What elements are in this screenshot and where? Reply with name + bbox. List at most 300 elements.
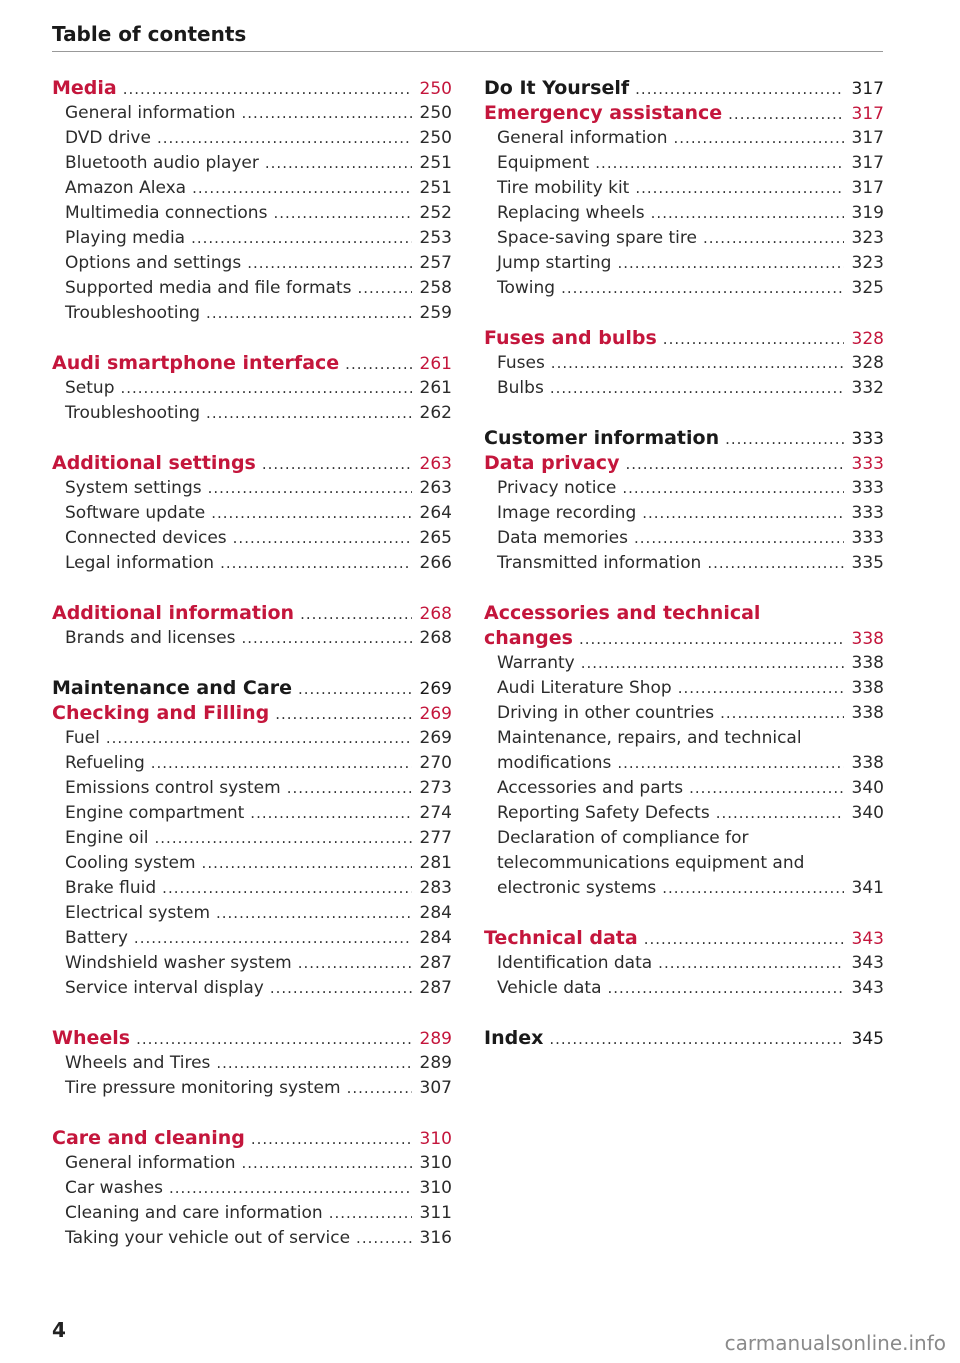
toc-entry-title: Legal information <box>65 553 215 573</box>
toc-entry-title: Fuses and bulbs <box>484 327 657 349</box>
toc-page-number: 251 <box>419 178 452 198</box>
toc-page-number: 252 <box>419 203 452 223</box>
toc-spacer <box>52 576 452 601</box>
toc-dot-leader <box>356 1226 412 1251</box>
toc-dot-leader <box>716 801 844 826</box>
toc-entry-title: Tire mobility kit <box>497 178 630 198</box>
toc-page-number: 269 <box>419 704 452 724</box>
toc-section-entry[interactable] <box>484 1026 884 1051</box>
toc-dot-leader <box>298 951 412 976</box>
toc-dot-leader <box>663 327 844 352</box>
toc-entry-title: Engine oil <box>65 828 149 848</box>
toc-dot-leader <box>642 501 844 526</box>
toc-dot-leader <box>625 452 844 477</box>
toc-entry-title: Media <box>52 77 117 99</box>
toc-page-number: 319 <box>851 203 884 223</box>
toc-subentry[interactable] <box>52 526 452 551</box>
toc-subentry[interactable] <box>52 376 452 401</box>
toc-dot-leader <box>273 201 412 226</box>
toc-dot-leader <box>120 376 412 401</box>
toc-page-number: 317 <box>851 104 884 124</box>
toc-page-number: 259 <box>419 303 452 323</box>
toc-subentry[interactable] <box>52 251 452 276</box>
toc-entry-title: Software update <box>65 503 206 523</box>
toc-entry-title: Data privacy <box>484 452 620 474</box>
toc-entry-title: Bulbs <box>497 378 544 398</box>
toc-entry-title: Amazon Alexa <box>65 178 187 198</box>
toc-subentry[interactable] <box>484 726 884 751</box>
toc-page-number: 284 <box>419 928 452 948</box>
toc-spacer <box>484 576 884 601</box>
toc-page-number: 343 <box>851 953 884 973</box>
toc-subentry[interactable] <box>484 151 884 176</box>
toc-dot-leader <box>220 551 412 576</box>
toc-column-left <box>52 76 452 1251</box>
toc-subentry[interactable] <box>52 126 452 151</box>
toc-section-entry[interactable] <box>484 451 884 476</box>
toc-subentry[interactable] <box>484 251 884 276</box>
toc-entry-title: Index <box>484 1027 544 1049</box>
toc-page-number: 328 <box>851 353 884 373</box>
toc-dot-leader <box>298 677 412 702</box>
watermark: carmanualsonline.info <box>724 1331 946 1355</box>
toc-subentry[interactable] <box>484 351 884 376</box>
toc-page-number: 343 <box>851 929 884 949</box>
toc-entry-title: Equipment <box>497 153 590 173</box>
toc-page-number: 263 <box>419 478 452 498</box>
toc-subentry[interactable] <box>484 801 884 826</box>
toc-section-entry[interactable] <box>484 101 884 126</box>
toc-dot-leader <box>216 1051 412 1076</box>
toc-page-number: 251 <box>419 153 452 173</box>
toc-dot-leader <box>157 126 412 151</box>
toc-entry-title: Playing media <box>65 228 186 248</box>
toc-entry-title: Options and settings <box>65 253 242 273</box>
toc-subentry[interactable] <box>52 626 452 651</box>
toc-dot-leader <box>247 251 412 276</box>
toc-section-entry[interactable] <box>52 1126 452 1151</box>
toc-page-number: 343 <box>851 978 884 998</box>
toc-dot-leader <box>550 376 844 401</box>
toc-dot-leader <box>551 351 844 376</box>
toc-subentry[interactable] <box>52 101 452 126</box>
toc-dot-leader <box>155 826 412 851</box>
toc-dot-leader <box>242 1151 412 1176</box>
toc-dot-leader <box>136 1027 412 1052</box>
toc-entry-title: Declaration of compliance for <box>497 828 749 848</box>
toc-page-number: 307 <box>419 1078 452 1098</box>
toc-subentry[interactable] <box>52 1176 452 1201</box>
toc-section-entry[interactable] <box>52 451 452 476</box>
toc-entry-title: Additional settings <box>52 452 256 474</box>
toc-entry-title: Tire pressure monitoring system <box>65 1078 341 1098</box>
toc-entry-title: Jump starting <box>497 253 612 273</box>
toc-page-number: 310 <box>419 1178 452 1198</box>
toc-subentry[interactable] <box>52 1226 452 1251</box>
toc-entry-title: Setup <box>65 378 115 398</box>
toc-page-number: 284 <box>419 903 452 923</box>
toc-entry-title: telecommunications equipment and <box>497 853 805 873</box>
toc-entry-title: modifications <box>497 753 612 773</box>
toc-entry-title: Accessories and technical <box>484 602 761 624</box>
toc-page-number: 287 <box>419 978 452 998</box>
toc-entry-title: Privacy notice <box>497 478 617 498</box>
toc-dot-leader <box>206 301 412 326</box>
page-header-title: Table of contents <box>52 22 247 46</box>
toc-page-number: 333 <box>851 528 884 548</box>
toc-dot-leader <box>162 876 412 901</box>
toc-page-number: 274 <box>419 803 452 823</box>
toc-entry-title: Troubleshooting <box>65 403 201 423</box>
toc-page-number: 264 <box>419 503 452 523</box>
toc-dot-leader <box>211 501 412 526</box>
toc-subentry[interactable] <box>484 526 884 551</box>
toc-page-number: 265 <box>419 528 452 548</box>
toc-page-number: 250 <box>419 128 452 148</box>
toc-page-number: 340 <box>851 803 884 823</box>
toc-page-number: 261 <box>419 354 452 374</box>
toc-entry-title: Brands and licenses <box>65 628 236 648</box>
toc-page-number: 333 <box>851 454 884 474</box>
toc-dot-leader <box>216 901 412 926</box>
toc-subentry[interactable] <box>52 501 452 526</box>
toc-entry-title: Cleaning and care information <box>65 1203 323 1223</box>
toc-subentry[interactable] <box>484 126 884 151</box>
toc-subentry[interactable] <box>52 1201 452 1226</box>
toc-entry-title: General information <box>65 1153 236 1173</box>
toc-dot-leader <box>191 226 412 251</box>
toc-dot-leader <box>262 452 412 477</box>
toc-subentry[interactable] <box>52 1076 452 1101</box>
toc-subentry[interactable] <box>484 876 884 901</box>
toc-subentry[interactable] <box>52 776 452 801</box>
toc-entry-title: Vehicle data <box>497 978 602 998</box>
toc-page-number: 310 <box>419 1153 452 1173</box>
toc-entry-title: Transmitted information <box>497 553 702 573</box>
toc-spacer <box>52 426 452 451</box>
toc-page-number: 325 <box>851 278 884 298</box>
toc-subentry[interactable] <box>484 201 884 226</box>
toc-section-entry[interactable] <box>484 601 884 626</box>
toc-subentry[interactable] <box>484 701 884 726</box>
toc-page-number: 250 <box>419 103 452 123</box>
toc-spacer <box>52 651 452 676</box>
toc-page-number: 338 <box>851 653 884 673</box>
toc-dot-leader <box>674 126 844 151</box>
toc-dot-leader <box>622 476 844 501</box>
toc-spacer <box>484 301 884 326</box>
toc-entry-title: Fuses <box>497 353 545 373</box>
toc-subentry[interactable] <box>484 826 884 851</box>
toc-page-number: 273 <box>419 778 452 798</box>
toc-subentry[interactable] <box>52 951 452 976</box>
toc-page-number: 270 <box>419 753 452 773</box>
toc-page-number: 261 <box>419 378 452 398</box>
toc-section-entry[interactable] <box>52 351 452 376</box>
toc-dot-leader <box>233 526 412 551</box>
toc-page-number: 317 <box>851 178 884 198</box>
toc-entry-title: Audi smartphone interface <box>52 352 340 374</box>
toc-page-number: 317 <box>851 153 884 173</box>
toc-subentry[interactable] <box>52 726 452 751</box>
toc-entry-title: Image recording <box>497 503 637 523</box>
toc-entry-title: Identification data <box>497 953 653 973</box>
toc-dot-leader <box>192 176 412 201</box>
toc-dot-leader <box>169 1176 412 1201</box>
toc-entry-title: General information <box>497 128 668 148</box>
toc-dot-leader <box>357 276 412 301</box>
toc-dot-leader <box>250 801 412 826</box>
toc-subentry[interactable] <box>484 951 884 976</box>
toc-subentry[interactable] <box>484 276 884 301</box>
toc-entry-title: Checking and Filling <box>52 702 270 724</box>
toc-subentry[interactable] <box>52 976 452 1001</box>
toc-spacer <box>484 1001 884 1026</box>
toc-subentry[interactable] <box>484 651 884 676</box>
toc-subentry[interactable] <box>52 851 452 876</box>
toc-entry-title: Additional information <box>52 602 295 624</box>
toc-dot-leader <box>658 951 844 976</box>
toc-page-number: 269 <box>419 728 452 748</box>
toc-dot-leader <box>707 551 844 576</box>
toc-dot-leader <box>608 976 845 1001</box>
toc-subentry[interactable] <box>52 476 452 501</box>
toc-entry-title: Driving in other countries <box>497 703 715 723</box>
toc-page-number: 345 <box>851 1029 884 1049</box>
toc-dot-leader <box>251 1127 412 1152</box>
toc-subentry[interactable] <box>52 801 452 826</box>
toc-dot-leader <box>617 751 844 776</box>
toc-entry-title: Technical data <box>484 927 638 949</box>
toc-spacer <box>484 401 884 426</box>
toc-subentry[interactable] <box>52 926 452 951</box>
toc-page-number: 316 <box>419 1228 452 1248</box>
toc-page-number: 268 <box>419 628 452 648</box>
toc-subentry[interactable] <box>484 676 884 701</box>
toc-page-number: 281 <box>419 853 452 873</box>
page-number: 4 <box>52 1318 66 1342</box>
toc-section-entry[interactable] <box>484 926 884 951</box>
toc-section-entry[interactable] <box>484 626 884 651</box>
toc-section-entry[interactable] <box>52 1026 452 1051</box>
toc-page-number: 258 <box>419 278 452 298</box>
toc-page-number: 340 <box>851 778 884 798</box>
toc-dot-leader <box>300 602 412 627</box>
toc-dot-leader <box>644 927 844 952</box>
toc-page-number: 335 <box>851 553 884 573</box>
toc-page-number: 310 <box>419 1129 452 1149</box>
toc-entry-title: Customer information <box>484 427 720 449</box>
toc-entry-title: System settings <box>65 478 202 498</box>
toc-entry-title: Bluetooth audio player <box>65 153 259 173</box>
toc-subentry[interactable] <box>52 176 452 201</box>
toc-page-number: 338 <box>851 629 884 649</box>
toc-subentry[interactable] <box>52 826 452 851</box>
toc-subentry[interactable] <box>52 1151 452 1176</box>
toc-page-number: 338 <box>851 753 884 773</box>
toc-entry-title: Maintenance, repairs, and technical <box>497 728 802 748</box>
toc-entry-title: Data memories <box>497 528 629 548</box>
toc-page-number: 266 <box>419 553 452 573</box>
toc-dot-leader <box>123 77 412 102</box>
toc-dot-leader <box>617 251 844 276</box>
toc-page-number: 268 <box>419 604 452 624</box>
toc-page-number: 277 <box>419 828 452 848</box>
toc-entry-title: Brake fluid <box>65 878 157 898</box>
toc-dot-leader <box>106 726 412 751</box>
toc-subentry[interactable] <box>484 776 884 801</box>
toc-entry-title: DVD drive <box>65 128 151 148</box>
toc-entry-title: Audi Literature Shop <box>497 678 672 698</box>
toc-subentry[interactable] <box>52 276 452 301</box>
toc-dot-leader <box>561 276 844 301</box>
toc-dot-leader <box>270 976 412 1001</box>
toc-subentry[interactable] <box>52 401 452 426</box>
toc-spacer <box>52 1001 452 1026</box>
toc-page-number: 332 <box>851 378 884 398</box>
toc-page-number: 287 <box>419 953 452 973</box>
toc-dot-leader <box>242 101 412 126</box>
toc-entry-title: Connected devices <box>65 528 227 548</box>
toc-entry-title: Maintenance and Care <box>52 677 292 699</box>
toc-dot-leader <box>725 427 844 452</box>
toc-subentry[interactable] <box>484 476 884 501</box>
toc-spacer <box>52 326 452 351</box>
toc-entry-title: changes <box>484 627 573 649</box>
toc-dot-leader <box>728 102 844 127</box>
toc-dot-leader <box>662 876 844 901</box>
toc-page-number: 257 <box>419 253 452 273</box>
toc-dot-leader <box>134 926 412 951</box>
toc-page-number: 323 <box>851 253 884 273</box>
toc-subentry[interactable] <box>484 376 884 401</box>
toc-section-entry[interactable] <box>484 426 884 451</box>
toc-entry-title: Windshield washer system <box>65 953 292 973</box>
toc-subentry[interactable] <box>52 201 452 226</box>
toc-page-number: 341 <box>851 878 884 898</box>
toc-entry-title: Care and cleaning <box>52 1127 245 1149</box>
toc-dot-leader <box>635 77 844 102</box>
toc-page-number: 317 <box>851 79 884 99</box>
toc-entry-title: Fuel <box>65 728 100 748</box>
toc-dot-leader <box>703 226 844 251</box>
toc-dot-leader <box>151 751 412 776</box>
header-divider <box>52 51 883 52</box>
toc-page-number: 289 <box>419 1053 452 1073</box>
toc-subentry[interactable] <box>52 151 452 176</box>
toc-subentry[interactable] <box>484 226 884 251</box>
toc-page-number: 250 <box>419 79 452 99</box>
toc-subentry[interactable] <box>484 551 884 576</box>
toc-entry-title: Warranty <box>497 653 575 673</box>
toc-column-right <box>484 76 884 1051</box>
toc-entry-title: Multimedia connections <box>65 203 268 223</box>
toc-subentry[interactable] <box>484 176 884 201</box>
toc-subentry[interactable] <box>484 851 884 876</box>
toc-page-number: 283 <box>419 878 452 898</box>
toc-dot-leader <box>265 151 412 176</box>
toc-section-entry[interactable] <box>52 676 452 701</box>
toc-page-number: 317 <box>851 128 884 148</box>
toc-subentry[interactable] <box>484 751 884 776</box>
toc-dot-leader <box>287 776 412 801</box>
toc-section-entry[interactable] <box>52 76 452 101</box>
toc-dot-leader <box>634 526 844 551</box>
toc-entry-title: Refueling <box>65 753 145 773</box>
toc-section-entry[interactable] <box>484 76 884 101</box>
toc-subentry[interactable] <box>52 226 452 251</box>
toc-entry-title: Space-saving spare tire <box>497 228 697 248</box>
toc-entry-title: Towing <box>497 278 556 298</box>
toc-entry-title: Replacing wheels <box>497 203 645 223</box>
toc-entry-title: General information <box>65 103 236 123</box>
toc-entry-title: electronic systems <box>497 878 657 898</box>
toc-entry-title: Do It Yourself <box>484 77 630 99</box>
toc-entry-title: Engine compartment <box>65 803 245 823</box>
toc-subentry[interactable] <box>52 751 452 776</box>
toc-dot-leader <box>635 176 844 201</box>
toc-page-number: 323 <box>851 228 884 248</box>
toc-entry-title: Supported media and file formats <box>65 278 352 298</box>
toc-subentry[interactable] <box>52 876 452 901</box>
toc-entry-title: Emissions control system <box>65 778 281 798</box>
toc-page-number: 333 <box>851 503 884 523</box>
toc-entry-title: Cooling system <box>65 853 196 873</box>
toc-dot-leader <box>208 476 412 501</box>
toc-dot-leader <box>678 676 844 701</box>
toc-entry-title: Electrical system <box>65 903 210 923</box>
toc-dot-leader <box>651 201 844 226</box>
toc-dot-leader <box>241 626 412 651</box>
toc-subentry[interactable] <box>52 301 452 326</box>
toc-entry-title: Reporting Safety Defects <box>497 803 710 823</box>
toc-dot-leader <box>275 702 412 727</box>
toc-dot-leader <box>347 1076 412 1101</box>
toc-spacer <box>52 1101 452 1126</box>
toc-page-number: 338 <box>851 703 884 723</box>
toc-dot-leader <box>579 627 844 652</box>
toc-dot-leader <box>581 651 844 676</box>
toc-dot-leader <box>689 776 844 801</box>
toc-entry-title: Battery <box>65 928 128 948</box>
toc-subentry[interactable] <box>52 901 452 926</box>
toc-subentry[interactable] <box>52 1051 452 1076</box>
toc-subentry[interactable] <box>484 976 884 1001</box>
toc-entry-title: Wheels <box>52 1027 131 1049</box>
toc-page-number: 338 <box>851 678 884 698</box>
toc-page-number: 289 <box>419 1029 452 1049</box>
toc-dot-leader <box>345 352 412 377</box>
toc-dot-leader <box>202 851 412 876</box>
toc-entry-title: Accessories and parts <box>497 778 684 798</box>
toc-dot-leader <box>595 151 844 176</box>
toc-page-number: 253 <box>419 228 452 248</box>
toc-entry-title: Troubleshooting <box>65 303 201 323</box>
toc-entry-title: Emergency assistance <box>484 102 723 124</box>
toc-page-number: 333 <box>851 429 884 449</box>
toc-section-entry[interactable] <box>484 326 884 351</box>
toc-page-number: 328 <box>851 329 884 349</box>
toc-section-entry[interactable] <box>52 601 452 626</box>
toc-section-entry[interactable] <box>52 701 452 726</box>
toc-page-number: 262 <box>419 403 452 423</box>
toc-dot-leader <box>329 1201 412 1226</box>
toc-subentry[interactable] <box>484 501 884 526</box>
toc-subentry[interactable] <box>52 551 452 576</box>
toc-entry-title: Service interval display <box>65 978 264 998</box>
toc-entry-title: Taking your vehicle out of service <box>65 1228 351 1248</box>
toc-dot-leader <box>549 1027 844 1052</box>
